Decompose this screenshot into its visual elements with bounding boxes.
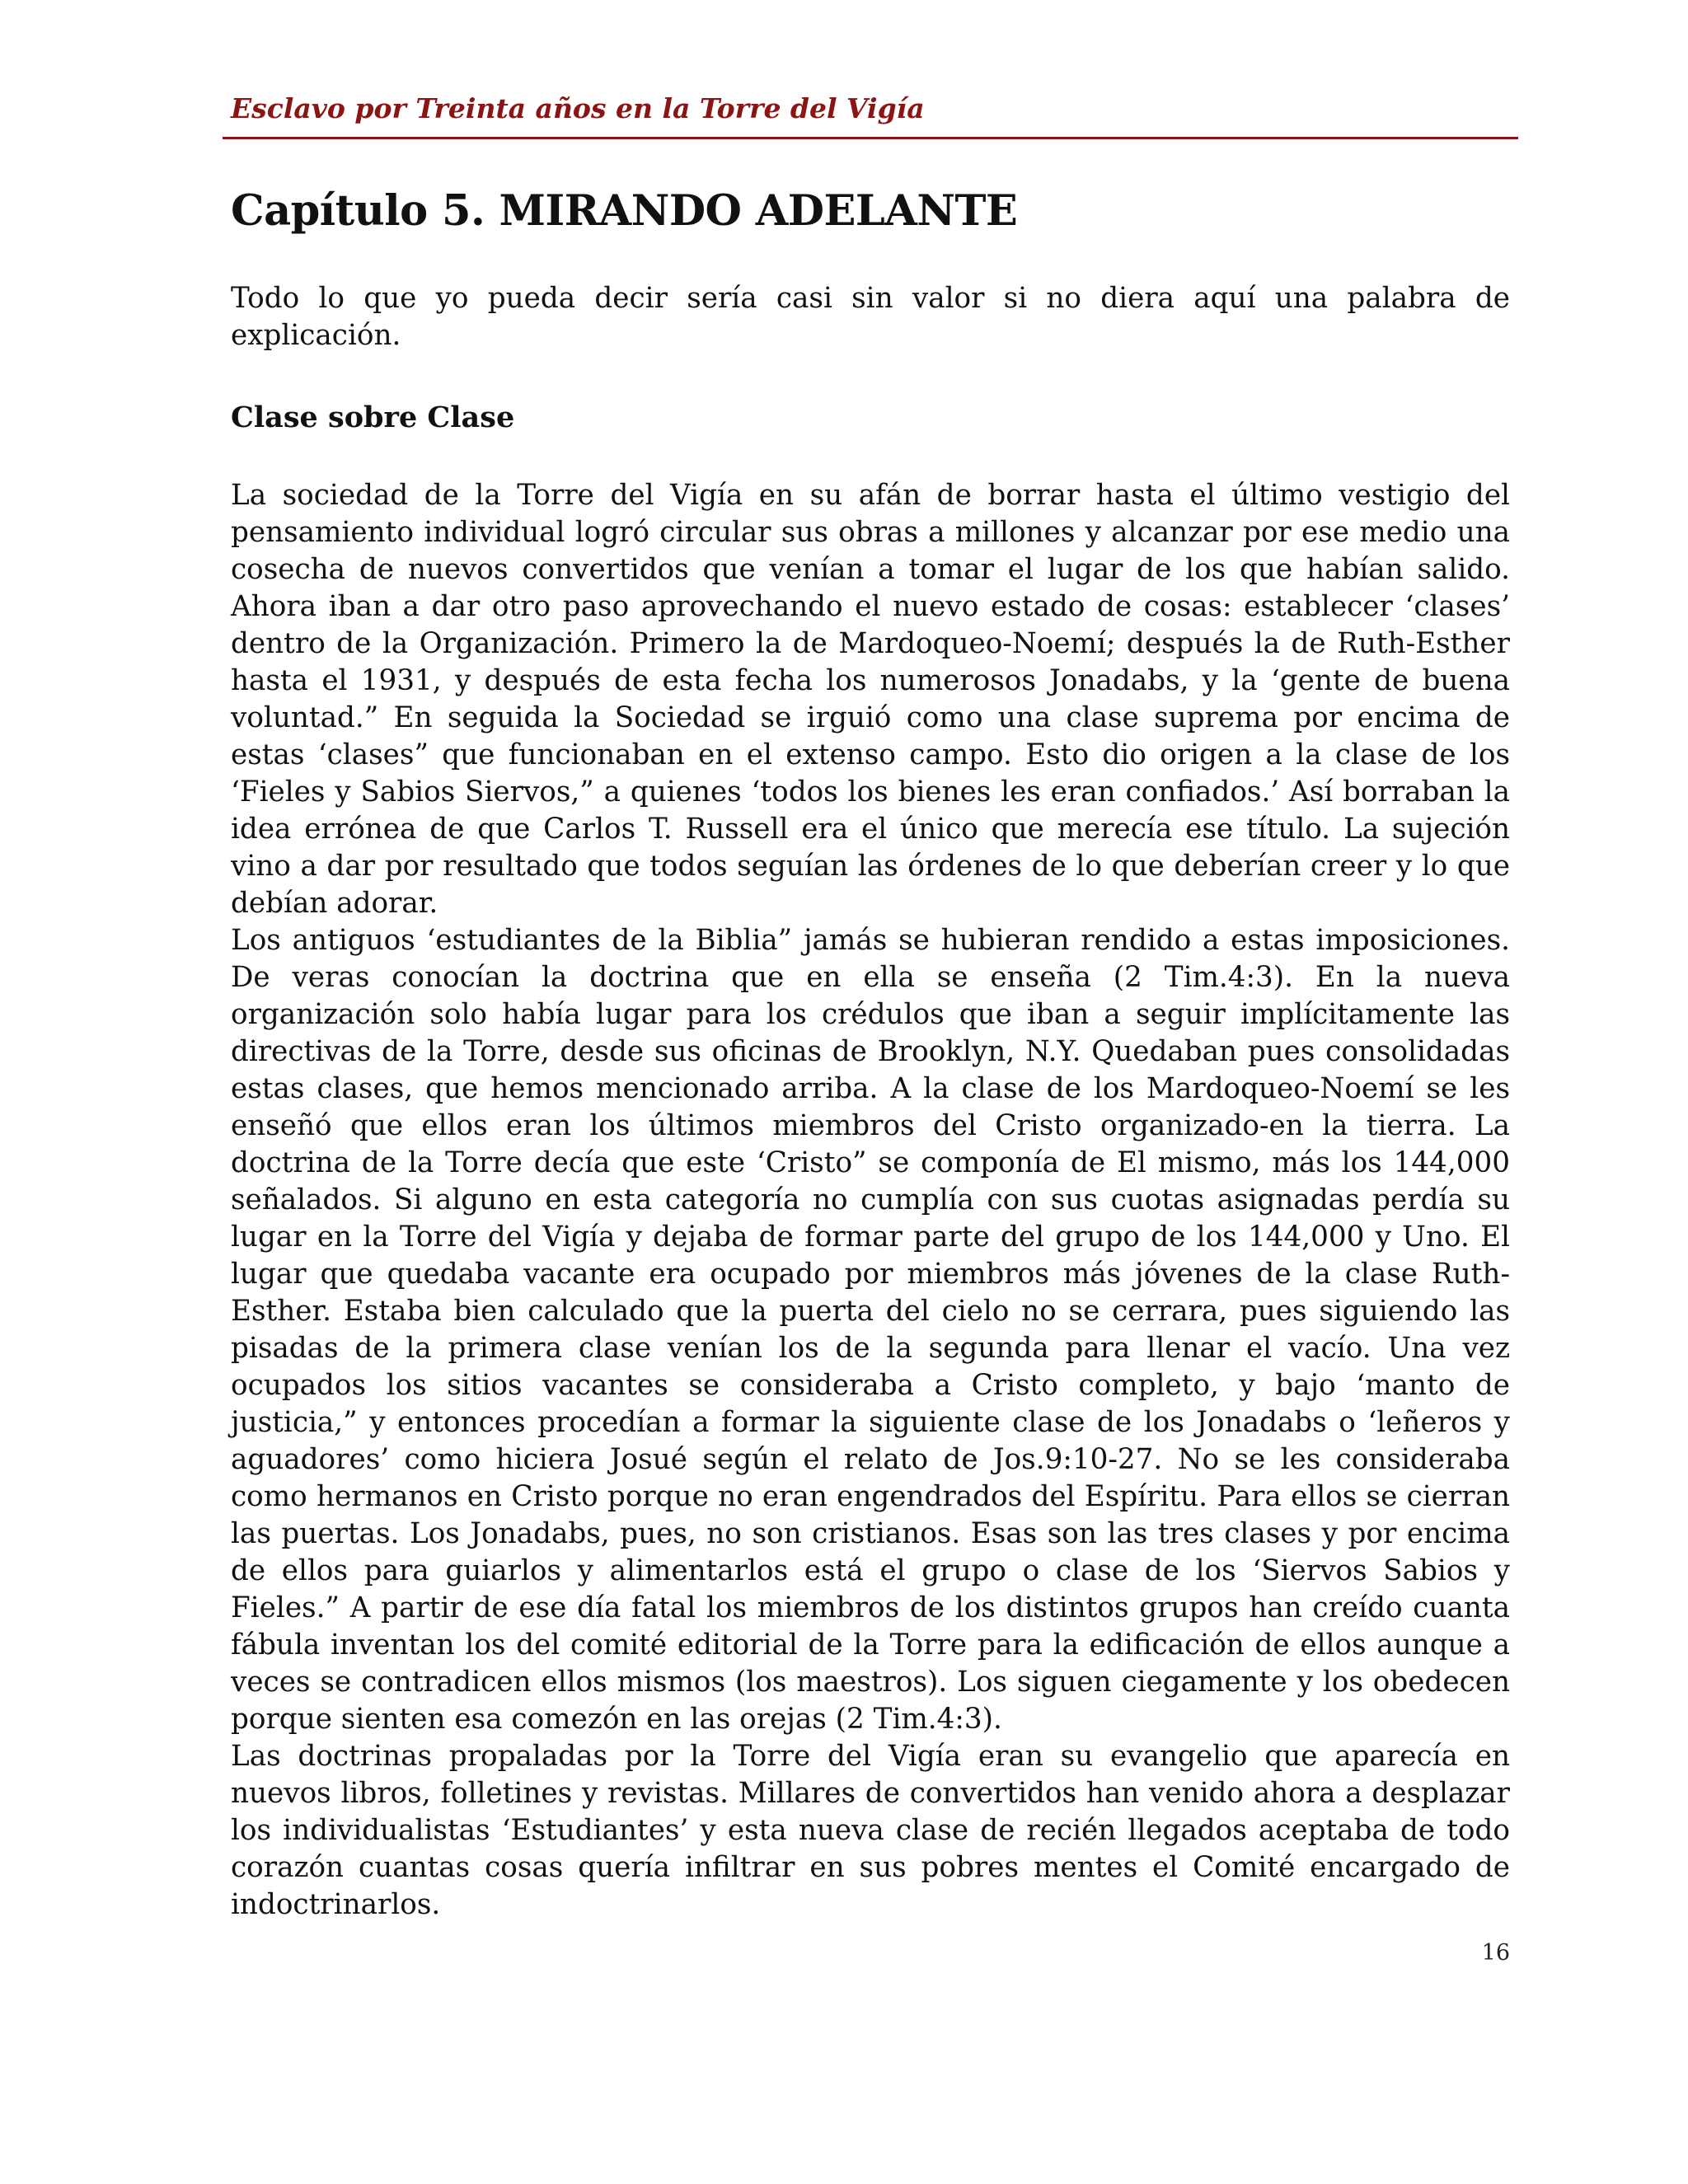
header-rule [223, 137, 1518, 139]
running-header: Esclavo por Treinta años en la Torre del Vigía [231, 92, 925, 124]
intro-paragraph: Todo lo que yo pueda decir sería casi sin valor si no diera aquí una palabra de explicación. [231, 282, 1510, 352]
section-title: Clase sobre Clase [231, 401, 515, 434]
chapter-title: Capítulo 5. MIRANDO ADELANTE [231, 186, 1018, 236]
page-number: 16 [1481, 1940, 1510, 1966]
body-paragraph-1: La sociedad de la Torre del Vigía en su afán de borrar hasta el último vestigio del pensamiento individual logró circular sus obras a millones y alcanzar por ese medio una cosecha de nuevos convertidos que venían a tomar el lugar de los que habían salido. Ahora iban a dar otro paso aprovechando el nuevo estado de cosas: establecer ‘clases’ dentro de la Organización. Primero la de Mardoqueo-Noemí; después la de Ruth-Esther hasta el 1931, y después de esta fecha los numerosos Jonadabs, y la ‘gente de buena voluntad.” En seguida la Sociedad se irguió como una clase suprema por encima de estas ‘clases” que funcionaban en el extenso campo. Esto dio origen a la clase de los ‘Fieles y Sabios Siervos,” a quienes ‘todos los bienes les eran confiados.’ Así borraban la idea errónea de que Carlos T. Russell era el único que merecía ese título. La sujeción vino a dar por resultado que todos seguían las órdenes de lo que deberían creer y lo que debían adorar. [231, 479, 1510, 920]
body-paragraph-3: Las doctrinas propaladas por la Torre del Vigía eran su evangelio que aparecía en nuevos libros, folletines y revistas. Millares de convertidos han venido ahora a desplazar los individualistas ‘Estudiantes’ y esta nueva clase de recién llegados aceptaba de todo corazón cuantas cosas quería infiltrar en sus pobres mentes el Comité encargado de indoctrinarlos. [231, 1740, 1510, 1921]
body-paragraph-2: Los antiguos ‘estudiantes de la Biblia” jamás se hubieran rendido a estas imposiciones. De veras conocían la doctrina que en ella se enseña (2 Tim.4:3). En la nueva organización solo había lugar para los crédulos que iban a seguir implícitamente las directivas de la Torre, desde sus oficinas de Brooklyn, N.Y. Quedaban pues consolidadas estas clases, que hemos mencionado arriba. A la clase de los Mardoqueo-Noemí se les enseñó que ellos eran los últimos miembros del Cristo organizado-en la tierra. La doctrina de la Torre decía que este ‘Cristo” se componía de El mismo, más los 144,000 señalados. Si alguno en esta categoría no cumplía con sus cuotas asignadas perdía su lugar en la Torre del Vigía y dejaba de formar parte del grupo de los 144,000 y Uno. El lugar que quedaba vacante era ocupado por miembros más jóvenes de la clase Ruth-Esther. Estaba bien calculado que la puerta del cielo no se cerrara, pues siguiendo las pisadas de la primera clase venían los de la segunda para llenar el vacío. Una vez ocupados los sitios vacantes se consideraba a Cristo completo, y bajo ‘manto de justicia,” y entonces procedían a formar la siguiente clase de los Jonadabs o ‘leñeros y aguadores’ como hiciera Josué según el relato de Jos.9:10-27. No se les consideraba como hermanos en Cristo porque no eran engendrados del Espíritu. Para ellos se cierran las puertas. Los Jonadabs, pues, no son cristianos. Esas son las tres clases y por encima de ellos para guiarlos y alimentarlos está el grupo o clase de los ‘Siervos Sabios y Fieles.” A partir de ese día fatal los miembros de los distintos grupos han creído cuanta fábula inventan los del comité editorial de la Torre para la edificación de ellos aunque a veces se contradicen ellos mismos (los maestros). Los siguen ciegamente y los obedecen porque sienten esa comezón en las orejas (2 Tim.4:3). [231, 924, 1510, 1736]
page-content [231, 280, 1510, 1924]
